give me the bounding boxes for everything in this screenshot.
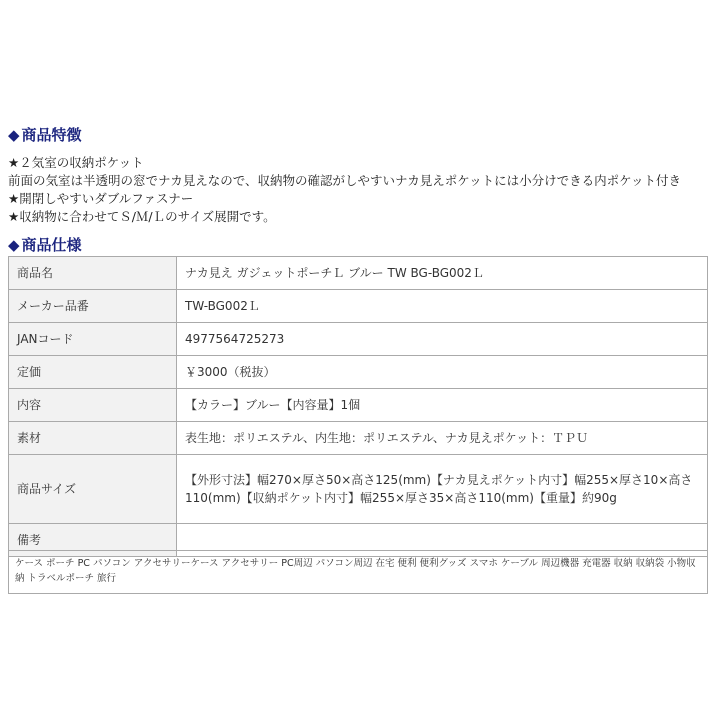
spec-value: 表生地：ポリエステル、内生地：ポリエステル、ナカ見えポケット：ＴＰＵ (177, 422, 708, 455)
spec-key: 素材 (9, 422, 177, 455)
spec-table (8, 256, 708, 557)
spec-heading (8, 236, 82, 254)
spec-value: TW-BG002Ｌ (177, 290, 708, 323)
spec-key: メーカー品番 (9, 290, 177, 323)
spec-heading-title: 商品仕様 (21, 236, 82, 254)
table-row (9, 356, 708, 389)
feature-line: 前面の気室は半透明の窓でナカ見えなので、収納物の確認がしやすいナカ見えポケットには小分けできる内ポケット付き (8, 173, 682, 188)
spec-value: 【外形寸法】幅270×厚さ50×高さ125(mm)【ナカ見えポケット内寸】幅255×厚さ10×高さ110(mm)【収納ポケット内寸】幅255×厚さ35×高さ110(mm)【重量】約90g (177, 455, 708, 524)
table-row (9, 323, 708, 356)
features-heading (8, 126, 82, 144)
feature-line: ★収納物に合わせてＳ/Ｍ/Ｌのサイズ展開です。 (8, 209, 276, 224)
table-row (9, 257, 708, 290)
features-heading-title: 商品特徴 (21, 126, 82, 144)
spec-value: 【カラー】ブルー【内容量】1個 (177, 389, 708, 422)
spec-key: 商品名 (9, 257, 177, 290)
spec-value: 4977564725273 (177, 323, 708, 356)
table-row (9, 422, 708, 455)
features-list (8, 154, 718, 226)
spec-key: JANコード (9, 323, 177, 356)
spec-key: 内容 (9, 389, 177, 422)
feature-line: ★２気室の収納ポケット (8, 155, 144, 170)
spec-value: ￥3000（税抜） (177, 356, 708, 389)
diamond-icon: ◆ (8, 126, 20, 144)
keyword-tags: ケース ポーチ PC パソコン アクセサリーケース アクセサリー PC周辺 パソコン周辺 在宅 便利 便利グッズ スマホ ケーブル 周辺機器 充電器 収納 収納袋 小物収納 トラベルポーチ 旅行 (8, 550, 708, 594)
spec-key: 定価 (9, 356, 177, 389)
diamond-icon: ◆ (8, 236, 20, 254)
spec-value: ナカ見え ガジェットポーチＬ ブルー TW BG-BG002Ｌ (177, 257, 708, 290)
table-row (9, 455, 708, 524)
spec-key: 備考 (9, 524, 177, 557)
table-row (9, 389, 708, 422)
feature-line: ★開閉しやすいダブルファスナー (8, 191, 194, 206)
spec-key: 商品サイズ (9, 455, 177, 524)
table-row (9, 290, 708, 323)
